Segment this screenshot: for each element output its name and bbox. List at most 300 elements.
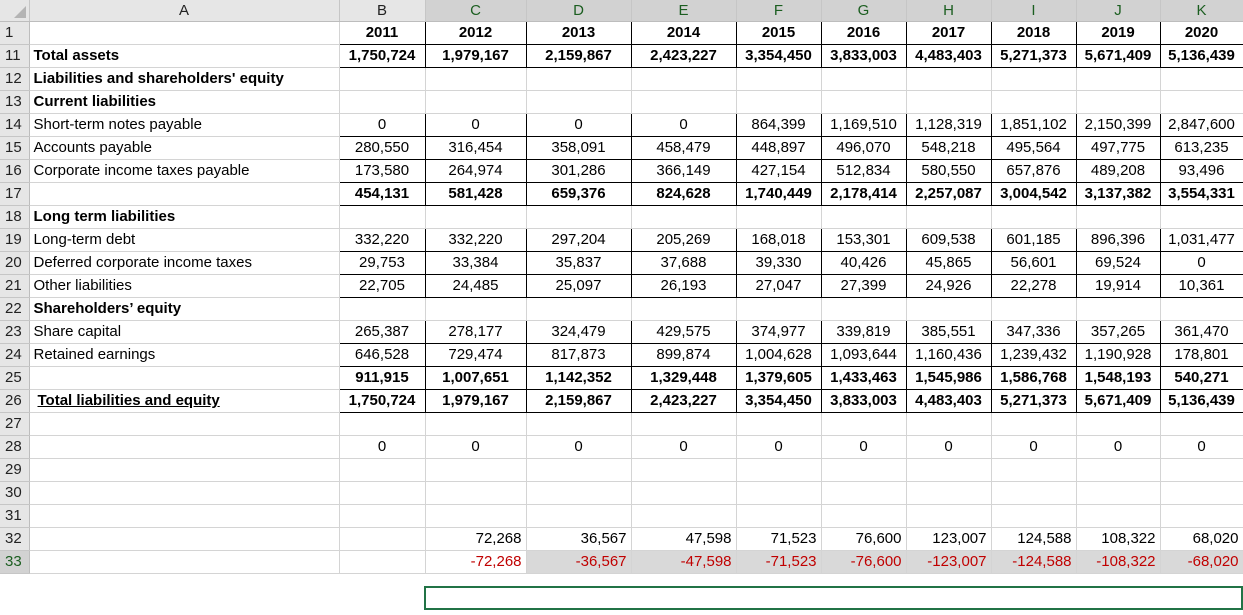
- row-header-16[interactable]: 16: [0, 159, 29, 182]
- row-header-27[interactable]: 27: [0, 412, 29, 435]
- cell-a27[interactable]: [29, 412, 339, 435]
- cell-j15[interactable]: 497,775: [1076, 136, 1160, 159]
- row-header-17[interactable]: 17: [0, 182, 29, 205]
- cell-b32[interactable]: [339, 527, 425, 550]
- cell-j30[interactable]: [1076, 481, 1160, 504]
- cell-e18[interactable]: [631, 205, 736, 228]
- cell-e33[interactable]: -47,598: [631, 550, 736, 573]
- cell-k18[interactable]: [1160, 205, 1243, 228]
- cell-f14[interactable]: 864,399: [736, 113, 821, 136]
- row-header-11[interactable]: 11: [0, 44, 29, 67]
- cell-i16[interactable]: 657,876: [991, 159, 1076, 182]
- cell-i14[interactable]: 1,851,102: [991, 113, 1076, 136]
- cell-d19[interactable]: 297,204: [526, 228, 631, 251]
- column-header-k[interactable]: K: [1160, 0, 1243, 21]
- cell-c18[interactable]: [425, 205, 526, 228]
- cell-a24[interactable]: Retained earnings: [29, 343, 339, 366]
- cell-c1[interactable]: 2012: [425, 21, 526, 44]
- cell-k13[interactable]: [1160, 90, 1243, 113]
- cell-c11[interactable]: 1,979,167: [425, 44, 526, 67]
- cell-i31[interactable]: [991, 504, 1076, 527]
- cell-b22[interactable]: [339, 297, 425, 320]
- select-all-corner[interactable]: [0, 0, 29, 21]
- cell-e26[interactable]: 2,423,227: [631, 389, 736, 412]
- cell-j22[interactable]: [1076, 297, 1160, 320]
- cell-h12[interactable]: [906, 67, 991, 90]
- cell-k25[interactable]: 540,271: [1160, 366, 1243, 389]
- cell-g19[interactable]: 153,301: [821, 228, 906, 251]
- cell-c17[interactable]: 581,428: [425, 182, 526, 205]
- cell-i1[interactable]: 2018: [991, 21, 1076, 44]
- cell-h29[interactable]: [906, 458, 991, 481]
- cell-b23[interactable]: 265,387: [339, 320, 425, 343]
- cell-a32[interactable]: [29, 527, 339, 550]
- cell-c33[interactable]: -72,268: [425, 550, 526, 573]
- cell-f25[interactable]: 1,379,605: [736, 366, 821, 389]
- cell-k22[interactable]: [1160, 297, 1243, 320]
- cell-i19[interactable]: 601,185: [991, 228, 1076, 251]
- cell-g31[interactable]: [821, 504, 906, 527]
- column-header-g[interactable]: G: [821, 0, 906, 21]
- cell-d12[interactable]: [526, 67, 631, 90]
- cell-b25[interactable]: 911,915: [339, 366, 425, 389]
- cell-g13[interactable]: [821, 90, 906, 113]
- cell-a30[interactable]: [29, 481, 339, 504]
- cell-c25[interactable]: 1,007,651: [425, 366, 526, 389]
- cell-b29[interactable]: [339, 458, 425, 481]
- column-header-a[interactable]: A: [29, 0, 339, 21]
- cell-h24[interactable]: 1,160,436: [906, 343, 991, 366]
- cell-a21[interactable]: Other liabilities: [29, 274, 339, 297]
- cell-b21[interactable]: 22,705: [339, 274, 425, 297]
- cell-i30[interactable]: [991, 481, 1076, 504]
- cell-h18[interactable]: [906, 205, 991, 228]
- cell-c29[interactable]: [425, 458, 526, 481]
- cell-d29[interactable]: [526, 458, 631, 481]
- cell-b19[interactable]: 332,220: [339, 228, 425, 251]
- cell-j17[interactable]: 3,137,382: [1076, 182, 1160, 205]
- cell-f26[interactable]: 3,354,450: [736, 389, 821, 412]
- cell-b13[interactable]: [339, 90, 425, 113]
- cell-a18[interactable]: Long term liabilities: [29, 205, 339, 228]
- row-header-18[interactable]: 18: [0, 205, 29, 228]
- cell-c20[interactable]: 33,384: [425, 251, 526, 274]
- cell-j23[interactable]: 357,265: [1076, 320, 1160, 343]
- cell-f30[interactable]: [736, 481, 821, 504]
- cell-a22[interactable]: Shareholders’ equity: [29, 297, 339, 320]
- cell-d33[interactable]: -36,567: [526, 550, 631, 573]
- cell-c14[interactable]: 0: [425, 113, 526, 136]
- cell-j27[interactable]: [1076, 412, 1160, 435]
- cell-f27[interactable]: [736, 412, 821, 435]
- cell-c12[interactable]: [425, 67, 526, 90]
- cell-a1[interactable]: [29, 21, 339, 44]
- cell-e30[interactable]: [631, 481, 736, 504]
- cell-f12[interactable]: [736, 67, 821, 90]
- cell-e22[interactable]: [631, 297, 736, 320]
- cell-f31[interactable]: [736, 504, 821, 527]
- cell-i29[interactable]: [991, 458, 1076, 481]
- cell-f21[interactable]: 27,047: [736, 274, 821, 297]
- cell-a13[interactable]: Current liabilities: [29, 90, 339, 113]
- cell-k29[interactable]: [1160, 458, 1243, 481]
- cell-g29[interactable]: [821, 458, 906, 481]
- cell-k17[interactable]: 3,554,331: [1160, 182, 1243, 205]
- cell-f24[interactable]: 1,004,628: [736, 343, 821, 366]
- cell-j16[interactable]: 489,208: [1076, 159, 1160, 182]
- cell-e20[interactable]: 37,688: [631, 251, 736, 274]
- row-header-15[interactable]: 15: [0, 136, 29, 159]
- cell-k24[interactable]: 178,801: [1160, 343, 1243, 366]
- cell-e31[interactable]: [631, 504, 736, 527]
- cell-j31[interactable]: [1076, 504, 1160, 527]
- cell-i15[interactable]: 495,564: [991, 136, 1076, 159]
- cell-i18[interactable]: [991, 205, 1076, 228]
- cell-c23[interactable]: 278,177: [425, 320, 526, 343]
- cell-g15[interactable]: 496,070: [821, 136, 906, 159]
- cell-h30[interactable]: [906, 481, 991, 504]
- row-header-13[interactable]: 13: [0, 90, 29, 113]
- cell-g11[interactable]: 3,833,003: [821, 44, 906, 67]
- cell-f18[interactable]: [736, 205, 821, 228]
- cell-b33[interactable]: [339, 550, 425, 573]
- cell-d18[interactable]: [526, 205, 631, 228]
- cell-c27[interactable]: [425, 412, 526, 435]
- cell-e28[interactable]: 0: [631, 435, 736, 458]
- cell-k33[interactable]: -68,020: [1160, 550, 1243, 573]
- cell-f11[interactable]: 3,354,450: [736, 44, 821, 67]
- cell-j29[interactable]: [1076, 458, 1160, 481]
- cell-d30[interactable]: [526, 481, 631, 504]
- cell-i32[interactable]: 124,588: [991, 527, 1076, 550]
- cell-f15[interactable]: 448,897: [736, 136, 821, 159]
- row-header-20[interactable]: 20: [0, 251, 29, 274]
- cell-d14[interactable]: 0: [526, 113, 631, 136]
- row-header-1[interactable]: 1: [0, 21, 29, 44]
- cell-e15[interactable]: 458,479: [631, 136, 736, 159]
- cell-d24[interactable]: 817,873: [526, 343, 631, 366]
- column-header-b[interactable]: B: [339, 0, 425, 21]
- cell-d27[interactable]: [526, 412, 631, 435]
- cell-h11[interactable]: 4,483,403: [906, 44, 991, 67]
- cell-g32[interactable]: 76,600: [821, 527, 906, 550]
- cell-k30[interactable]: [1160, 481, 1243, 504]
- cell-e25[interactable]: 1,329,448: [631, 366, 736, 389]
- cell-d15[interactable]: 358,091: [526, 136, 631, 159]
- cell-b15[interactable]: 280,550: [339, 136, 425, 159]
- cell-i27[interactable]: [991, 412, 1076, 435]
- cell-f20[interactable]: 39,330: [736, 251, 821, 274]
- cell-f33[interactable]: -71,523: [736, 550, 821, 573]
- cell-d32[interactable]: 36,567: [526, 527, 631, 550]
- column-header-d[interactable]: D: [526, 0, 631, 21]
- cell-j12[interactable]: [1076, 67, 1160, 90]
- cell-h15[interactable]: 548,218: [906, 136, 991, 159]
- cell-j21[interactable]: 19,914: [1076, 274, 1160, 297]
- cell-h31[interactable]: [906, 504, 991, 527]
- cell-c21[interactable]: 24,485: [425, 274, 526, 297]
- row-header-32[interactable]: 32: [0, 527, 29, 550]
- cell-j14[interactable]: 2,150,399: [1076, 113, 1160, 136]
- cell-c16[interactable]: 264,974: [425, 159, 526, 182]
- cell-d25[interactable]: 1,142,352: [526, 366, 631, 389]
- cell-f22[interactable]: [736, 297, 821, 320]
- column-header-e[interactable]: E: [631, 0, 736, 21]
- cell-f28[interactable]: 0: [736, 435, 821, 458]
- row-header-25[interactable]: 25: [0, 366, 29, 389]
- cell-k11[interactable]: 5,136,439: [1160, 44, 1243, 67]
- column-header-i[interactable]: I: [991, 0, 1076, 21]
- cell-d13[interactable]: [526, 90, 631, 113]
- cell-e14[interactable]: 0: [631, 113, 736, 136]
- cell-e1[interactable]: 2014: [631, 21, 736, 44]
- cell-h14[interactable]: 1,128,319: [906, 113, 991, 136]
- cell-d28[interactable]: 0: [526, 435, 631, 458]
- cell-i11[interactable]: 5,271,373: [991, 44, 1076, 67]
- cell-g14[interactable]: 1,169,510: [821, 113, 906, 136]
- cell-h22[interactable]: [906, 297, 991, 320]
- cell-j32[interactable]: 108,322: [1076, 527, 1160, 550]
- cell-g18[interactable]: [821, 205, 906, 228]
- cell-b12[interactable]: [339, 67, 425, 90]
- cell-j18[interactable]: [1076, 205, 1160, 228]
- cell-h23[interactable]: 385,551: [906, 320, 991, 343]
- cell-h28[interactable]: 0: [906, 435, 991, 458]
- cell-e23[interactable]: 429,575: [631, 320, 736, 343]
- row-header-29[interactable]: 29: [0, 458, 29, 481]
- cell-g30[interactable]: [821, 481, 906, 504]
- cell-e19[interactable]: 205,269: [631, 228, 736, 251]
- cell-a25[interactable]: [29, 366, 339, 389]
- cell-d26[interactable]: 2,159,867: [526, 389, 631, 412]
- cell-f29[interactable]: [736, 458, 821, 481]
- cell-i23[interactable]: 347,336: [991, 320, 1076, 343]
- cell-d11[interactable]: 2,159,867: [526, 44, 631, 67]
- cell-g28[interactable]: 0: [821, 435, 906, 458]
- cell-g25[interactable]: 1,433,463: [821, 366, 906, 389]
- cell-j28[interactable]: 0: [1076, 435, 1160, 458]
- cell-e27[interactable]: [631, 412, 736, 435]
- cell-j24[interactable]: 1,190,928: [1076, 343, 1160, 366]
- cell-a26[interactable]: [29, 389, 339, 412]
- cell-g12[interactable]: [821, 67, 906, 90]
- cell-g27[interactable]: [821, 412, 906, 435]
- cell-e24[interactable]: 899,874: [631, 343, 736, 366]
- cell-d1[interactable]: 2013: [526, 21, 631, 44]
- cell-g24[interactable]: 1,093,644: [821, 343, 906, 366]
- cell-b11[interactable]: 1,750,724: [339, 44, 425, 67]
- cell-a15[interactable]: Accounts payable: [29, 136, 339, 159]
- cell-b18[interactable]: [339, 205, 425, 228]
- cell-g16[interactable]: 512,834: [821, 159, 906, 182]
- cell-i33[interactable]: -124,588: [991, 550, 1076, 573]
- cell-d17[interactable]: 659,376: [526, 182, 631, 205]
- row-header-31[interactable]: 31: [0, 504, 29, 527]
- cell-h17[interactable]: 2,257,087: [906, 182, 991, 205]
- cell-b24[interactable]: 646,528: [339, 343, 425, 366]
- cell-i12[interactable]: [991, 67, 1076, 90]
- row-header-21[interactable]: 21: [0, 274, 29, 297]
- cell-h33[interactable]: -123,007: [906, 550, 991, 573]
- cell-i21[interactable]: 22,278: [991, 274, 1076, 297]
- column-header-f[interactable]: F: [736, 0, 821, 21]
- cell-c22[interactable]: [425, 297, 526, 320]
- cell-k14[interactable]: 2,847,600: [1160, 113, 1243, 136]
- cell-j26[interactable]: 5,671,409: [1076, 389, 1160, 412]
- cell-e12[interactable]: [631, 67, 736, 90]
- cell-k32[interactable]: 68,020: [1160, 527, 1243, 550]
- cell-c24[interactable]: 729,474: [425, 343, 526, 366]
- cell-a33[interactable]: [29, 550, 339, 573]
- cell-f1[interactable]: 2015: [736, 21, 821, 44]
- row-header-12[interactable]: 12: [0, 67, 29, 90]
- cell-c28[interactable]: 0: [425, 435, 526, 458]
- cell-e21[interactable]: 26,193: [631, 274, 736, 297]
- cell-a20[interactable]: Deferred corporate income taxes: [29, 251, 339, 274]
- cell-a23[interactable]: Share capital: [29, 320, 339, 343]
- row-header-22[interactable]: 22: [0, 297, 29, 320]
- row-header-28[interactable]: 28: [0, 435, 29, 458]
- cell-g22[interactable]: [821, 297, 906, 320]
- cell-f19[interactable]: 168,018: [736, 228, 821, 251]
- cell-k28[interactable]: 0: [1160, 435, 1243, 458]
- cell-g33[interactable]: -76,600: [821, 550, 906, 573]
- cell-i22[interactable]: [991, 297, 1076, 320]
- cell-d22[interactable]: [526, 297, 631, 320]
- cell-k31[interactable]: [1160, 504, 1243, 527]
- cell-a16[interactable]: Corporate income taxes payable: [29, 159, 339, 182]
- row-header-24[interactable]: 24: [0, 343, 29, 366]
- row-header-23[interactable]: 23: [0, 320, 29, 343]
- cell-g20[interactable]: 40,426: [821, 251, 906, 274]
- row-header-14[interactable]: 14: [0, 113, 29, 136]
- row-header-30[interactable]: 30: [0, 481, 29, 504]
- cell-b30[interactable]: [339, 481, 425, 504]
- cell-i26[interactable]: 5,271,373: [991, 389, 1076, 412]
- cell-f16[interactable]: 427,154: [736, 159, 821, 182]
- cell-h26[interactable]: 4,483,403: [906, 389, 991, 412]
- cell-e32[interactable]: 47,598: [631, 527, 736, 550]
- cell-j13[interactable]: [1076, 90, 1160, 113]
- cell-h21[interactable]: 24,926: [906, 274, 991, 297]
- cell-b27[interactable]: [339, 412, 425, 435]
- cell-a14[interactable]: Short-term notes payable: [29, 113, 339, 136]
- cell-c31[interactable]: [425, 504, 526, 527]
- cell-k19[interactable]: 1,031,477: [1160, 228, 1243, 251]
- cell-c32[interactable]: 72,268: [425, 527, 526, 550]
- cell-a31[interactable]: [29, 504, 339, 527]
- cell-a19[interactable]: Long-term debt: [29, 228, 339, 251]
- cell-c30[interactable]: [425, 481, 526, 504]
- cell-h16[interactable]: 580,550: [906, 159, 991, 182]
- column-header-h[interactable]: H: [906, 0, 991, 21]
- cell-f13[interactable]: [736, 90, 821, 113]
- row-header-26[interactable]: 26: [0, 389, 29, 412]
- cell-i25[interactable]: 1,586,768: [991, 366, 1076, 389]
- cell-e29[interactable]: [631, 458, 736, 481]
- cell-g21[interactable]: 27,399: [821, 274, 906, 297]
- cell-h1[interactable]: 2017: [906, 21, 991, 44]
- cell-h20[interactable]: 45,865: [906, 251, 991, 274]
- cell-h27[interactable]: [906, 412, 991, 435]
- cell-c26[interactable]: 1,979,167: [425, 389, 526, 412]
- cell-j33[interactable]: -108,322: [1076, 550, 1160, 573]
- cell-d16[interactable]: 301,286: [526, 159, 631, 182]
- cell-f17[interactable]: 1,740,449: [736, 182, 821, 205]
- cell-b14[interactable]: 0: [339, 113, 425, 136]
- cell-k23[interactable]: 361,470: [1160, 320, 1243, 343]
- cell-d21[interactable]: 25,097: [526, 274, 631, 297]
- cell-k27[interactable]: [1160, 412, 1243, 435]
- cell-i20[interactable]: 56,601: [991, 251, 1076, 274]
- cell-k26[interactable]: 5,136,439: [1160, 389, 1243, 412]
- cell-d31[interactable]: [526, 504, 631, 527]
- cell-c13[interactable]: [425, 90, 526, 113]
- cell-j19[interactable]: 896,396: [1076, 228, 1160, 251]
- cell-k12[interactable]: [1160, 67, 1243, 90]
- cell-b16[interactable]: 173,580: [339, 159, 425, 182]
- cell-b20[interactable]: 29,753: [339, 251, 425, 274]
- cell-j11[interactable]: 5,671,409: [1076, 44, 1160, 67]
- cell-d20[interactable]: 35,837: [526, 251, 631, 274]
- cell-j25[interactable]: 1,548,193: [1076, 366, 1160, 389]
- cell-h25[interactable]: 1,545,986: [906, 366, 991, 389]
- cell-a28[interactable]: [29, 435, 339, 458]
- cell-b17[interactable]: 454,131: [339, 182, 425, 205]
- cell-h19[interactable]: 609,538: [906, 228, 991, 251]
- cell-g23[interactable]: 339,819: [821, 320, 906, 343]
- cell-g17[interactable]: 2,178,414: [821, 182, 906, 205]
- cell-e17[interactable]: 824,628: [631, 182, 736, 205]
- cell-j1[interactable]: 2019: [1076, 21, 1160, 44]
- cell-f23[interactable]: 374,977: [736, 320, 821, 343]
- cell-h32[interactable]: 123,007: [906, 527, 991, 550]
- cell-a12[interactable]: Liabilities and shareholders' equity: [29, 67, 339, 90]
- cell-b26[interactable]: 1,750,724: [339, 389, 425, 412]
- cell-k1[interactable]: 2020: [1160, 21, 1243, 44]
- column-header-c[interactable]: C: [425, 0, 526, 21]
- cell-f32[interactable]: 71,523: [736, 527, 821, 550]
- cell-e11[interactable]: 2,423,227: [631, 44, 736, 67]
- cell-c19[interactable]: 332,220: [425, 228, 526, 251]
- cell-k16[interactable]: 93,496: [1160, 159, 1243, 182]
- cell-k21[interactable]: 10,361: [1160, 274, 1243, 297]
- cell-g26[interactable]: 3,833,003: [821, 389, 906, 412]
- cell-a11[interactable]: Total assets: [29, 44, 339, 67]
- cell-b28[interactable]: 0: [339, 435, 425, 458]
- cell-e13[interactable]: [631, 90, 736, 113]
- cell-g1[interactable]: 2016: [821, 21, 906, 44]
- cell-i17[interactable]: 3,004,542: [991, 182, 1076, 205]
- cell-b1[interactable]: 2011: [339, 21, 425, 44]
- cell-d23[interactable]: 324,479: [526, 320, 631, 343]
- cell-k20[interactable]: 0: [1160, 251, 1243, 274]
- cell-i13[interactable]: [991, 90, 1076, 113]
- cell-h13[interactable]: [906, 90, 991, 113]
- row-header-19[interactable]: 19: [0, 228, 29, 251]
- cell-i28[interactable]: 0: [991, 435, 1076, 458]
- cell-c15[interactable]: 316,454: [425, 136, 526, 159]
- cell-j20[interactable]: 69,524: [1076, 251, 1160, 274]
- cell-k15[interactable]: 613,235: [1160, 136, 1243, 159]
- cell-a29[interactable]: [29, 458, 339, 481]
- row-header-33[interactable]: 33: [0, 550, 29, 573]
- column-header-j[interactable]: J: [1076, 0, 1160, 21]
- cell-e16[interactable]: 366,149: [631, 159, 736, 182]
- cell-i24[interactable]: 1,239,432: [991, 343, 1076, 366]
- cell-a17[interactable]: [29, 182, 339, 205]
- cell-b31[interactable]: [339, 504, 425, 527]
